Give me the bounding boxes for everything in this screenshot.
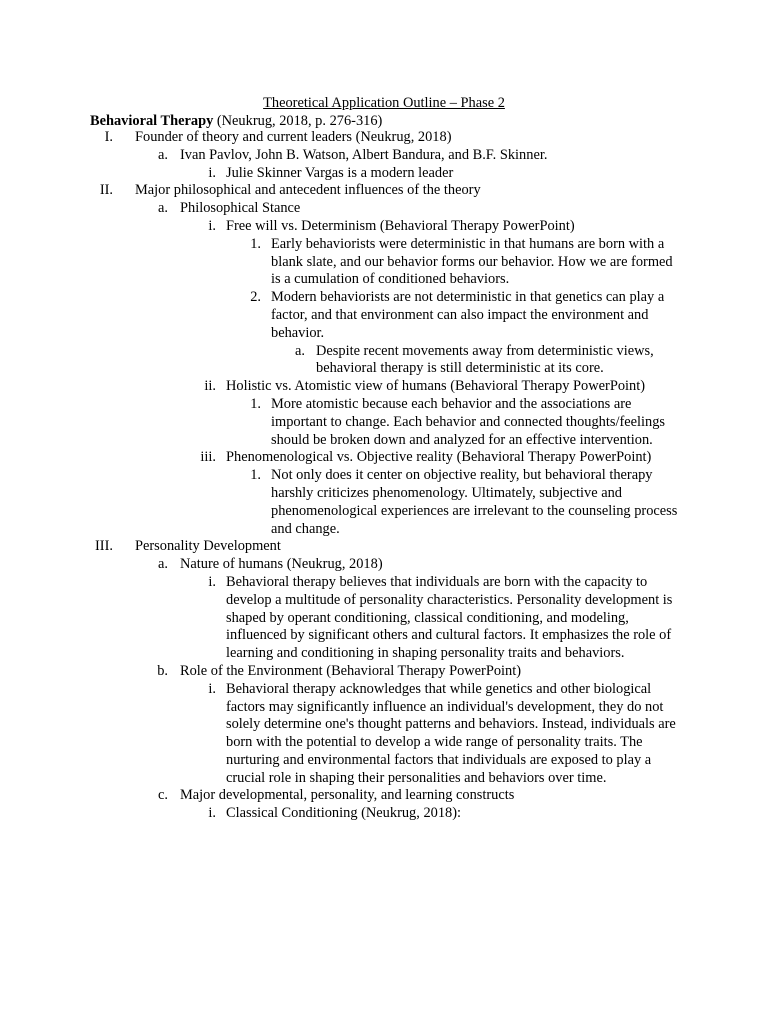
outline-item [0,289,768,342]
outline-marker: I. [104,129,113,145]
outline-text: Julie Skinner Vargas is a modern leader [226,164,454,181]
outline-marker: a. [158,146,168,163]
outline-marker: i. [208,164,216,181]
outline-item [0,378,768,396]
outline-text: Not only does it center on objective reality, but behavioral therapy harshly criticizes phenomenology. Ultimately, subjective and phenomenological experiences are irrelevant to the counseling process and change. [271,467,678,537]
outline-marker: i. [208,573,216,590]
outline-text: Behavioral therapy believes that individuals are born with the capacity to develop a multitude of personality characteristics. Personality development is shaped by operant conditioning, classical conditioning, and modeling, influenced by significant others and cultural factors. It emphasizes the role of learning and conditioning in shaping personality traits and behaviors. [226,573,673,662]
outline-item [0,129,768,147]
outline-marker: a. [295,342,305,359]
outline-marker: c. [158,787,168,804]
outline-marker: 1. [250,235,261,252]
outline-item [0,681,768,788]
outline-item [0,218,768,236]
outline-marker: i. [208,805,216,822]
outline-list [0,129,768,823]
outline-item [0,165,768,183]
outline-marker: i. [208,680,216,697]
outline-item [0,805,768,823]
outline-marker: a. [158,200,168,217]
document-heading [90,112,382,130]
outline-item [0,663,768,681]
outline-marker: i. [208,217,216,234]
heading-citation: (Neukrug, 2018, p. 276-316) [213,113,383,129]
document-title: Theoretical Application Outline – Phase 2 [263,95,505,111]
outline-item [0,147,768,165]
outline-item [0,182,768,200]
outline-text: More atomistic because each behavior and the associations are important to change. Each behavior and connected thoughts/feelings should be broken down and analyzed for an effective intervention. [271,395,666,448]
outline-text: Modern behaviorists are not deterministic in that genetics can play a factor, and that environment can also impact the environment and behavior. [271,289,665,341]
outline-marker: 1. [250,395,261,412]
heading-bold: Behavioral Therapy [90,113,214,129]
outline-text: Free will vs. Determinism (Behavioral Therapy PowerPoint) [226,217,575,234]
outline-item [0,200,768,218]
outline-text: Nature of humans (Neukrug, 2018) [180,556,383,573]
outline-item [0,449,768,467]
outline-item [0,538,768,556]
outline-marker: 2. [250,289,261,306]
outline-item [0,556,768,574]
outline-text: Personality Development [135,538,281,555]
outline-item [0,467,768,538]
outline-text: Classical Conditioning (Neukrug, 2018): [226,805,462,822]
outline-text: Founder of theory and current leaders (Neukrug, 2018) [135,129,452,145]
outline-text: Major developmental, personality, and learning constructs [180,787,515,804]
outline-marker: 1. [250,467,261,484]
outline-text: Role of the Environment (Behavioral Therapy PowerPoint) [180,662,522,679]
outline-text: Philosophical Stance [180,200,301,217]
outline-marker: b. [157,662,168,679]
outline-marker: III. [95,538,113,555]
outline-item [0,343,768,379]
outline-marker: iii. [200,449,216,466]
outline-text: Ivan Pavlov, John B. Watson, Albert Bandura, and B.F. Skinner. [180,146,548,163]
outline-marker: ii. [204,378,216,395]
outline-marker: a. [158,556,168,573]
outline-text: Major philosophical and antecedent influences of the theory [135,182,481,199]
outline-item [0,787,768,805]
outline-item [0,396,768,449]
outline-item [0,574,768,663]
outline-text: Early behaviorists were deterministic in that humans are born with a blank slate, and our behavior forms our behavior. How we are formed is a cumulation of conditioned behaviors. [271,235,673,288]
outline-text: Holistic vs. Atomistic view of humans (Behavioral Therapy PowerPoint) [226,378,646,395]
outline-text: Phenomenological vs. Objective reality (Behavioral Therapy PowerPoint) [226,449,652,466]
outline-text: Despite recent movements away from deterministic views, behavioral therapy is still deterministic at its core. [316,342,654,377]
outline-text: Behavioral therapy acknowledges that while genetics and other biological factors may significantly influence an individual's development, they do not solely determine one's thought patterns and behaviors. Instead, individuals are born with the potential to develop a wide range of personality traits. The nurturing and environmental factors that individuals are exposed to play a crucial role in shaping their personalities and behaviors over time. [226,680,676,786]
outline-item [0,236,768,289]
outline-marker: II. [99,182,113,199]
